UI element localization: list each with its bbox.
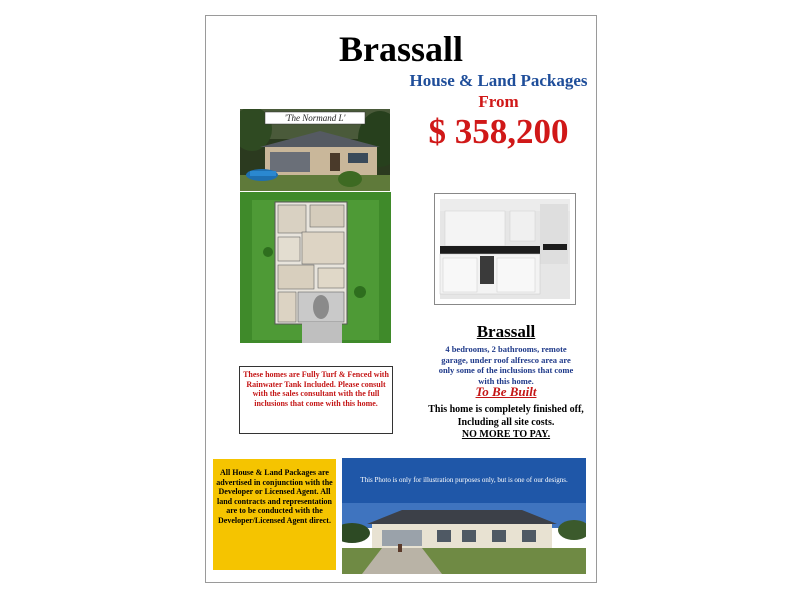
inclusions-note-text: These homes are Fully Turf & Fenced with Rainwater Tank Included. Please consult with the sales consultant with the full inclusions that come with this home. [243,370,389,408]
package-subtitle: House & Land Packages [409,71,588,90]
finished-line-1: This home is completely finished off, [428,404,584,415]
flyer-page [205,15,597,583]
house-photo [240,109,390,191]
flyer-title: Brassall [338,29,463,69]
from-label: From [478,92,519,111]
finished-statement [426,404,586,442]
floor-plan [240,192,391,343]
finished-line-3: NO MORE TO PAY. [461,429,551,440]
inclusions-note-box [239,366,393,434]
to-be-built-label: To Be Built [475,384,537,399]
photo-disclaimer: This Photo is only for illustration purposes only, but is one of our designs. [360,476,568,484]
price: $ 358,200 [428,112,569,151]
section-title: Brassall [476,322,536,341]
developer-note-box [213,459,336,570]
kitchen-photo [434,193,576,305]
finished-line-2: Including all site costs. [457,416,555,428]
developer-note-text: All House & Land Packages are advertised in conjunction with the Developer or Licensed Agent. All land contracts and representation are to be conducted with the Developer/Licensed Agent direct. [216,468,333,525]
example-home-photo [342,458,586,574]
inclusions-description: 4 bedrooms, 2 bathrooms, remote garage, under roof alfresco area are only some of the inclusions that come with this home. [438,344,574,386]
house-caption: 'The Normand L' [284,113,346,123]
